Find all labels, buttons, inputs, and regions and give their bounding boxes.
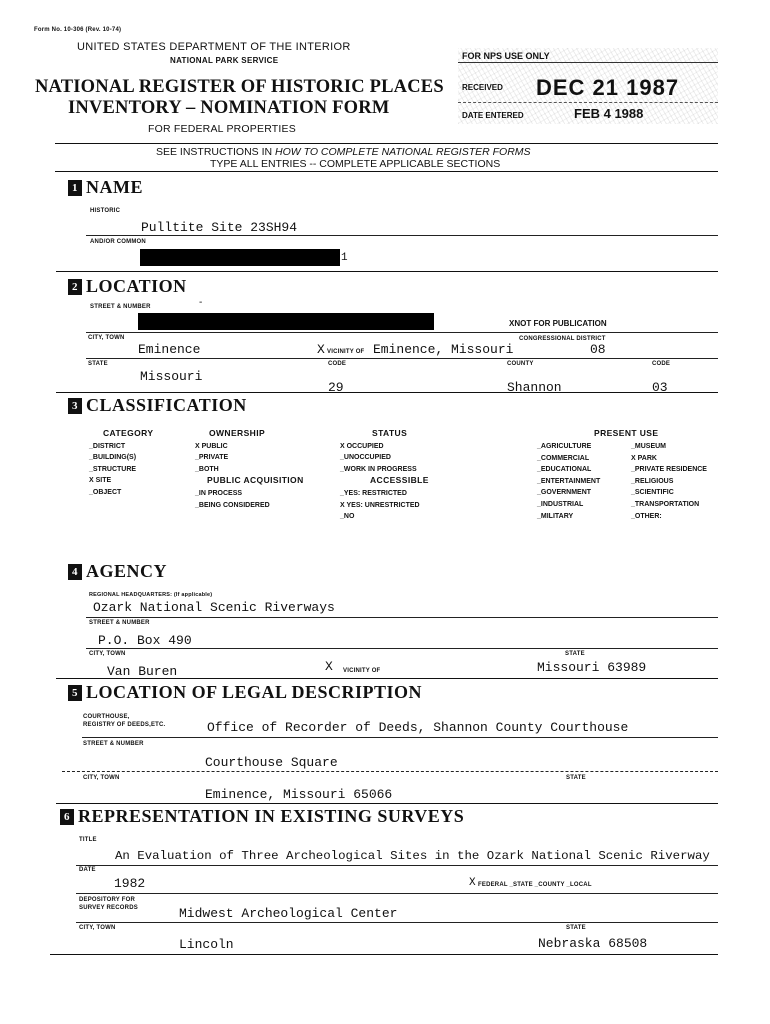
status-option[interactable]: X OCCUPIED [340, 442, 384, 450]
ownership-option[interactable]: _BOTH [195, 465, 219, 473]
legal-city-label: CITY, TOWN [83, 775, 120, 781]
stamp-divider [458, 62, 718, 63]
present-use-option[interactable]: _OTHER: [631, 512, 662, 520]
agency-street-field[interactable]: P.O. Box 490 [98, 633, 192, 648]
street-number-label: STREET & NUMBER [90, 304, 151, 310]
instructions-manual-title: HOW TO COMPLETE NATIONAL REGISTER FORMS [275, 146, 531, 158]
congressional-district-field[interactable]: 08 [590, 342, 606, 357]
category-option[interactable]: _DISTRICT [89, 442, 126, 450]
instructions-line-2: TYPE ALL ENTRIES -- COMPLETE APPLICABLE SECTIONS [210, 158, 501, 170]
nfp-mark: X [509, 319, 515, 328]
depository-label-1: DEPOSITORY FOR [79, 897, 136, 903]
accessible-heading: ACCESSIBLE [370, 475, 429, 486]
agency-state-label: STATE [565, 651, 585, 657]
section-6-end-rule [50, 954, 718, 955]
form-title: NATIONAL REGISTER OF HISTORIC PLACES [35, 77, 444, 97]
legal-street-label: STREET & NUMBER [83, 741, 144, 747]
vicinity-value-field[interactable]: Eminence, Missouri [373, 342, 514, 357]
present-use-option[interactable]: X PARK [631, 454, 657, 462]
vicinity-label: VICINITY OF [327, 349, 365, 355]
depository-field[interactable]: Midwest Archeological Center [179, 906, 398, 921]
regional-hq-field[interactable]: Ozark National Scenic Riverways [93, 600, 335, 615]
received-date-stamp: DEC 21 1987 [536, 75, 680, 100]
present-use-column-1 [537, 441, 600, 522]
agency-city-field[interactable]: Van Buren [107, 664, 178, 679]
congressional-district-label: CONGRESSIONAL DISTRICT [519, 336, 606, 342]
courthouse-field[interactable]: Office of Recorder of Deeds, Shannon County Courthouse [207, 720, 629, 735]
form-number: Form No. 10-306 (Rev. 10-74) [34, 27, 122, 33]
service-name: NATIONAL PARK SERVICE [170, 56, 279, 65]
depository-state-label: STATE [566, 925, 586, 931]
present-use-option[interactable]: _COMMERCIAL [537, 454, 590, 462]
present-use-option[interactable]: _AGRICULTURE [537, 443, 592, 450]
section-3-number: 3 [68, 398, 82, 414]
depository-state-field[interactable]: Nebraska 68508 [538, 936, 648, 951]
agency-street-label: STREET & NUMBER [89, 620, 150, 626]
common-name-extra: 1 [341, 252, 348, 264]
depository-city-label: CITY, TOWN [79, 925, 116, 931]
legal-city-field[interactable]: Eminence, Missouri 65066 [205, 787, 393, 802]
common-name-label: AND/OR COMMON [90, 239, 146, 245]
section-4-title: AGENCY [86, 561, 168, 581]
survey-date-label: DATE [79, 867, 96, 873]
present-use-option[interactable]: _ENTERTAINMENT [537, 477, 601, 485]
section-6-title: REPRESENTATION IN EXISTING SURVEYS [78, 806, 465, 826]
present-use-heading: PRESENT USE [594, 428, 659, 438]
vicinity-mark[interactable]: X [317, 342, 325, 357]
present-use-option[interactable]: _TRANSPORTATION [631, 500, 700, 508]
instructions-top-rule [55, 143, 718, 144]
state-label: STATE [88, 361, 108, 367]
section-5-title: LOCATION OF LEGAL DESCRIPTION [86, 682, 423, 702]
date-entered-stamp: FEB 4 1988 [574, 106, 644, 121]
section-5-end-rule [56, 803, 718, 804]
state-field[interactable]: Missouri [140, 369, 203, 384]
agency-vicinity-mark[interactable]: X [325, 659, 333, 674]
ownership-heading: OWNERSHIP [209, 428, 266, 438]
present-use-option[interactable]: _MUSEUM [631, 443, 667, 450]
section-1-number: 1 [68, 180, 82, 196]
nps-use-label: FOR NPS USE ONLY [462, 51, 550, 61]
category-option[interactable]: _STRUCTURE [89, 465, 137, 473]
present-use-option[interactable]: _PRIVATE RESIDENCE [631, 466, 707, 474]
section-5-number: 5 [68, 685, 82, 701]
ownership-option[interactable]: X PUBLIC [195, 442, 228, 450]
present-use-option[interactable]: _SCIENTIFIC [631, 489, 674, 497]
acquisition-option[interactable]: _IN PROCESS [195, 489, 243, 497]
state-code-field[interactable]: 29 [328, 380, 344, 395]
received-label: RECEIVED [462, 83, 503, 92]
registry-label: REGISTRY OF DEEDS,ETC. [83, 722, 166, 728]
category-option[interactable]: _OBJECT [89, 488, 122, 496]
ownership-column [195, 428, 304, 511]
section-1-heading [68, 177, 143, 198]
survey-date-field[interactable]: 1982 [114, 876, 146, 891]
accessible-option[interactable]: _NO [340, 513, 355, 521]
form-subtitle: INVENTORY – NOMINATION FORM [68, 98, 390, 118]
historic-name-field[interactable]: Pulltite Site 23SH94 [141, 220, 298, 235]
accessible-option[interactable]: _YES: RESTRICTED [340, 489, 407, 497]
regional-hq-rule [86, 617, 718, 618]
section-4-number: 4 [68, 564, 82, 580]
section-5-heading [68, 682, 422, 703]
survey-title-label: TITLE [79, 837, 97, 843]
category-option[interactable]: X SITE [89, 477, 112, 485]
county-field[interactable]: Shannon [507, 380, 562, 395]
legal-street-rule [62, 771, 718, 772]
city-field-rule [86, 358, 718, 359]
section-3-heading [68, 395, 247, 416]
street-field-rule [86, 332, 718, 333]
section-1-end-rule [56, 271, 718, 272]
regional-hq-label: REGIONAL HEADQUARTERS: (If applicable) [89, 592, 213, 598]
instructions-prefix: SEE INSTRUCTIONS IN [156, 146, 276, 158]
nfp-label: NOT FOR PUBLICATION [514, 319, 607, 328]
ownership-option[interactable]: _PRIVATE [195, 454, 229, 462]
instructions-line-1 [156, 146, 531, 158]
acquisition-option[interactable]: _BEING CONSIDERED [195, 501, 270, 509]
legal-street-field[interactable]: Courthouse Square [205, 755, 338, 770]
status-option[interactable]: _UNOCCUPIED [340, 454, 391, 462]
present-use-column-2 [631, 441, 707, 522]
county-label: COUNTY [507, 361, 534, 367]
common-name-redaction [140, 249, 340, 266]
street-address-redaction [138, 313, 434, 330]
section-2-heading [68, 276, 187, 297]
historic-label: HISTORIC [90, 208, 121, 214]
present-use-option[interactable]: _RELIGIOUS [631, 477, 674, 485]
federal-properties-label: FOR FEDERAL PROPERTIES [148, 123, 296, 135]
section-2-end-rule [56, 392, 718, 393]
present-use-option[interactable]: _GOVERNMENT [537, 489, 592, 497]
depository-rule [76, 922, 718, 923]
accessible-option[interactable]: X YES: UNRESTRICTED [340, 501, 420, 509]
courthouse-label: COURTHOUSE, [83, 714, 130, 720]
section-4-heading [68, 561, 167, 582]
section-1-title: NAME [86, 177, 143, 197]
department-name: UNITED STATES DEPARTMENT OF THE INTERIOR [77, 41, 351, 53]
category-heading: CATEGORY [103, 428, 154, 438]
not-for-publication-checkbox[interactable] [509, 319, 607, 328]
instructions-bottom-rule [55, 171, 718, 172]
agency-street-rule [86, 648, 718, 649]
category-column [89, 428, 153, 499]
depository-city-field[interactable]: Lincoln [179, 937, 234, 952]
federal-level-mark[interactable]: X [469, 877, 476, 889]
depository-label-2: SURVEY RECORDS [79, 905, 138, 911]
courthouse-rule [82, 737, 718, 738]
agency-state-field[interactable]: Missouri 63989 [537, 660, 647, 675]
public-acquisition-heading: PUBLIC ACQUISITION [207, 475, 304, 486]
present-use-option[interactable]: _MILITARY [537, 512, 574, 520]
section-6-heading [60, 806, 464, 827]
status-column [340, 428, 429, 523]
status-option[interactable]: _WORK IN PROGRESS [340, 465, 417, 473]
section-6-number: 6 [60, 809, 74, 825]
historic-field-rule [86, 235, 718, 236]
agency-vicinity-label: VICINITY OF [343, 668, 381, 674]
nps-use-stamp-box [458, 48, 718, 124]
survey-title-field[interactable]: An Evaluation of Three Archeological Sites in the Ozark National Scenic Riverway [115, 849, 710, 863]
code-label: CODE [328, 361, 347, 367]
section-2-title: LOCATION [86, 276, 187, 296]
survey-level-options[interactable]: FEDERAL _STATE _COUNTY _LOCAL [478, 882, 592, 888]
street-dash: - [199, 297, 203, 308]
present-use-option[interactable]: _INDUSTRIAL [537, 500, 584, 508]
section-3-title: CLASSIFICATION [86, 395, 247, 415]
survey-title-rule [76, 865, 718, 866]
city-town-field[interactable]: Eminence [138, 342, 201, 357]
survey-date-rule [76, 893, 718, 894]
county-code-field[interactable]: 03 [652, 380, 668, 395]
section-4-end-rule [56, 678, 718, 679]
county-code-label: CODE [652, 361, 671, 367]
present-use-option[interactable]: _EDUCATIONAL [537, 466, 592, 474]
category-option[interactable]: _BUILDING(S) [89, 454, 137, 462]
legal-state-label: STATE [566, 775, 586, 781]
city-town-label: CITY, TOWN [88, 335, 125, 341]
agency-city-label: CITY, TOWN [89, 651, 126, 657]
date-entered-label: DATE ENTERED [462, 111, 524, 120]
status-heading: STATUS [372, 428, 408, 438]
stamp-divider-2 [458, 102, 718, 103]
section-2-number: 2 [68, 279, 82, 295]
